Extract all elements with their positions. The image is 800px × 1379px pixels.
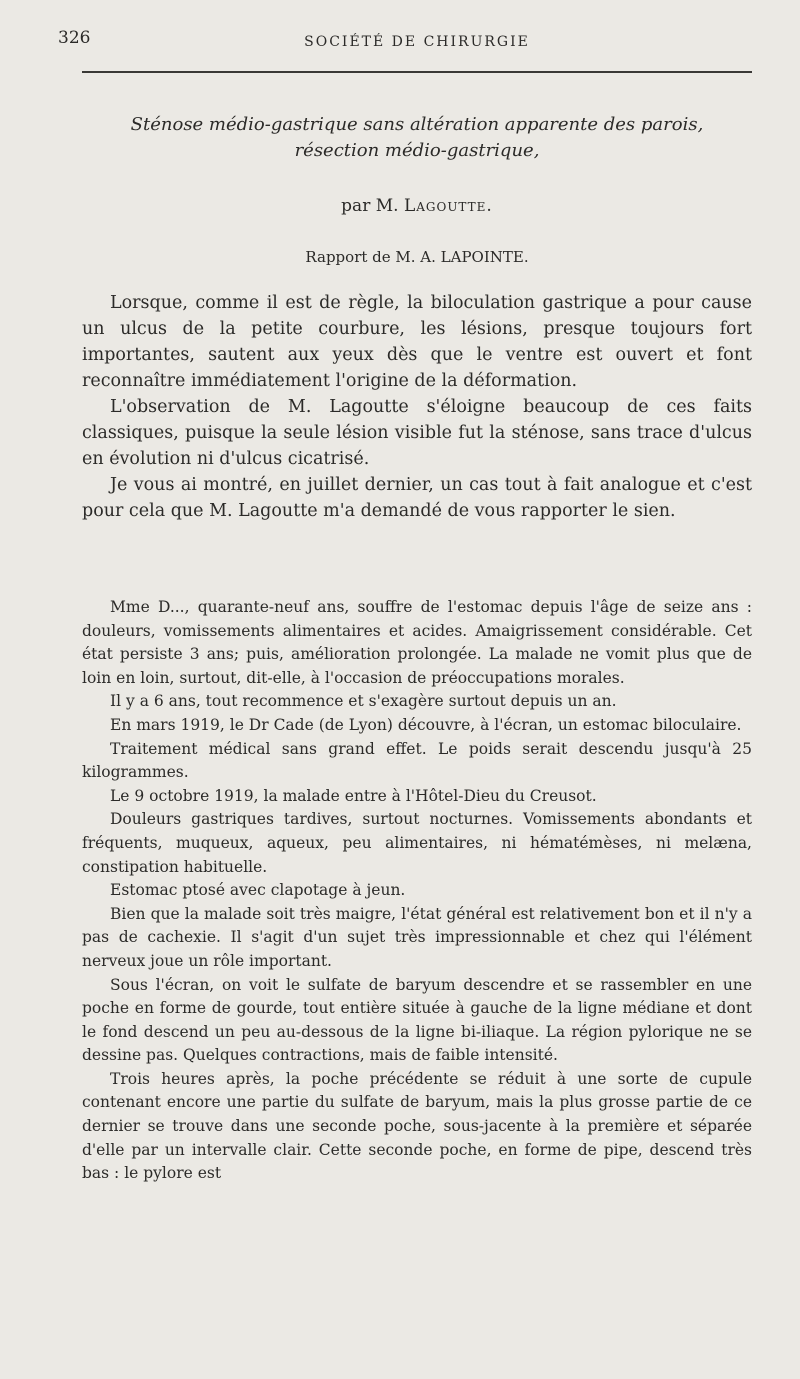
observation-paragraph: Bien que la malade soit très maigre, l'état général est relativement bon et il n'y a pas de cachexie. Il s'agit d'un sujet très impressionnable et chez qui l'élément nerveux joue un rôle important. xyxy=(82,904,752,970)
page-number: 326 xyxy=(58,28,91,48)
observation-paragraph: Douleurs gastriques tardives, surtout nocturnes. Vomissements abondants et fréquents, muqueux, aqueux, peu alimentaires, ni hématémèses, ni melæna, constipation habituelle. xyxy=(82,810,752,876)
observation-paragraph: Le 9 octobre 1919, la malade entre à l'Hôtel-Dieu du Creusot. xyxy=(110,786,597,805)
page-header xyxy=(58,28,752,58)
byline xyxy=(82,196,752,216)
paragraph: L'observation de M. Lagoutte s'éloigne beaucoup de ces faits classiques, puisque la seule lésion visible fut la sténose, sans trace d'ulcus en évolution ni d'ulcus cicatrisé. xyxy=(82,397,752,469)
paragraph: Lorsque, comme il est de règle, la biloculation gastrique a pour cause un ulcus de la petite courbure, les lésions, presque toujours fort importantes, sautent aux yeux dès que le ventre est ouvert et font reconnaître immédiatement l'origine de la déformation. xyxy=(82,293,752,391)
observation-paragraph: Trois heures après, la poche précédente se réduit à une sorte de cupule contenant encore une partie du sulfate de baryum, mais la plus grosse partie de ce dernier se trouve dans une seconde poche, sous-jacente à la première et séparée d'elle par un intervalle clair. Cette seconde poche, en forme de pipe, descend très bas : le pylore est xyxy=(82,1069,752,1183)
paragraph: Je vous ai montré, en juillet dernier, un cas tout à fait analogue et c'est pour cela que M. Lagoutte m'a demandé de vous rapporter le sien. xyxy=(82,475,752,521)
observation-paragraph: Estomac ptosé avec clapotage à jeun. xyxy=(110,881,406,900)
byline-prefix: par M. xyxy=(341,196,399,216)
header-rule xyxy=(82,71,752,73)
author-name: Lagoutte. xyxy=(403,196,493,216)
observation-paragraph: Mme D..., quarante-neuf ans, souffre de l'estomac depuis l'âge de seize ans : douleurs, vomissements alimentaires et acides. Amaigrissement considérable. Cet état persiste 3 ans; puis, amélioration prolongée. La malade ne vomit plus que de loin en loin, surtout, dit-elle, à l'occasion de préoccupations morales. xyxy=(82,598,752,687)
observation-paragraph: Il y a 6 ans, tout recommence et s'exagère surtout depuis un an. xyxy=(110,692,617,711)
report-line: Rapport de M. A. LAPOINTE. xyxy=(305,248,529,266)
observation-paragraph: Traitement médical sans grand effet. Le poids serait descendu jusqu'à 25 kilogrammes. xyxy=(82,739,752,782)
running-head: SOCIÉTÉ DE CHIRURGIE xyxy=(304,34,530,50)
article-title-line-2: résection médio-gastrique, xyxy=(294,140,540,161)
case-observation xyxy=(82,596,752,1186)
observation-paragraph: Sous l'écran, on voit le sulfate de baryum descendre et se rassembler en une poche en forme de gourde, tout entière située à gauche de la ligne médiane et dont le fond descend un peu au-dessous de la ligne bi-iliaque. La région pylorique ne se dessine pas. Quelques contractions, mais de faible intensité. xyxy=(82,975,752,1065)
observation-paragraph: En mars 1919, le Dr Cade (de Lyon) découvre, à l'écran, un estomac biloculaire. xyxy=(110,715,742,734)
article-title-line-1: Sténose médio-gastrique sans altération apparente des parois, xyxy=(130,114,704,135)
introduction xyxy=(82,290,752,524)
